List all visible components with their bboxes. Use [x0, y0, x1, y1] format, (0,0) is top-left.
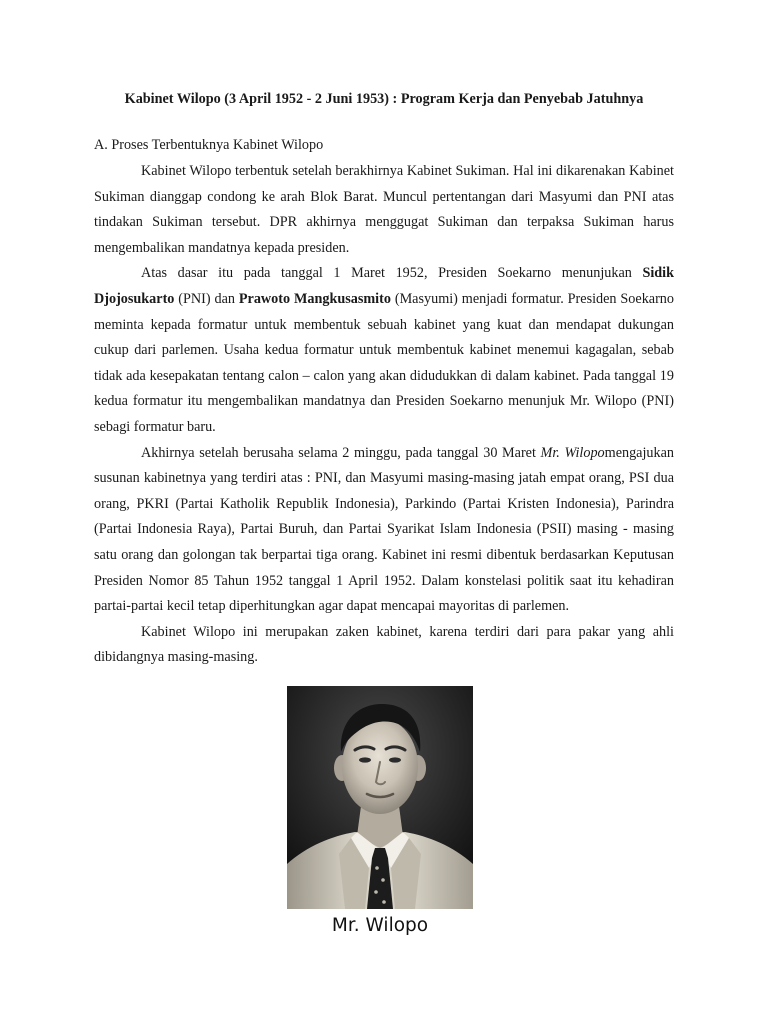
paragraph-2-text-end: (Masyumi) menjadi formatur. Presiden Soekarno meminta kepada formatur untuk membentuk sebuah kabinet yang kuat dan mendapat dukungan cukup dari parlemen. Usaha kedua formatur untuk membentuk kabinet menemui kagagalan, sebab tidak ada kesepakatan tentang calon – calon yang akan didudukkan di dalam kabinet. Pada tanggal 19 kedua formatur itu mengembalikan mandatnya dan Presiden Soekarno menunjuk Mr. Wilopo (PNI) sebagi formatur baru.: [94, 290, 674, 435]
paragraph-2-text-start: Atas dasar itu pada tanggal 1 Maret 1952, Presiden Soekarno menunjukan: [141, 265, 643, 282]
photo-caption: Mr. Wilopo: [331, 915, 429, 936]
section-heading: A. Proses Terbentuknya Kabinet Wilopo: [94, 137, 324, 153]
paragraph-4: Kabinet Wilopo ini merupakan zaken kabinet, karena terdiri dari para pakar yang ahli dibidangnya masing-masing.: [94, 623, 674, 666]
paragraph-1: Kabinet Wilopo terbentuk setelah berakhirnya Kabinet Sukiman. Hal ini dikarenakan Kabinet Sukiman dianggap condong ke arah Blok Barat. Muncul pertentangan dari Masyumi dan PNI atas tindakan Sukiman tersebut. DPR akhirnya menggugat Sukiman dan terpaksa Sukiman harus mengembalikan mandatnya kepada presiden.: [94, 163, 674, 256]
formatur-name-2: Prawoto Mangkusasmito: [238, 290, 391, 307]
paragraph-3-text-start: Akhirnya setelah berusaha selama 2 minggu, pada tanggal 30 Maret: [141, 444, 541, 461]
body-text: [94, 159, 674, 671]
wilopo-name-italic: Mr. Wilopo: [540, 444, 605, 461]
paragraph-3: [94, 441, 674, 620]
paragraph-3-text-end: mengajukan susunan kabinetnya yang terdiri atas : PNI, dan Masyumi masing-masing jatah empat orang, PSI dua orang, PKRI (Partai Katholik Republik Indonesia), Parkindo (Partai Kristen Indonesia), Parindra (Partai Indonesia Raya), Partai Buruh, dan Partai Syarikat Islam Indonesia (PSII) masing - masing satu orang dan golongan tak berpartai tiga orang. Kabinet ini resmi dibentuk berdasarkan Keputusan Presiden Nomor 85 Tahun 1952 tanggal 1 April 1952. Dalam konstelasi politik saat itu kehadiran partai-partai kecil tetap diperhitungkan agar dapat mencapai mayoritas di parlemen.: [94, 444, 674, 615]
formatur-name-1: Sidik Djojosukarto: [94, 265, 674, 307]
paragraph-2: [94, 261, 674, 440]
portrait-photo: [287, 686, 473, 909]
portrait-illustration: [287, 686, 473, 909]
paragraph-2-text-middle: (PNI) dan: [174, 290, 239, 307]
document-title: Kabinet Wilopo (3 April 1952 - 2 Juni 1953) : Program Kerja dan Penyebab Jatuhnya: [124, 91, 644, 107]
